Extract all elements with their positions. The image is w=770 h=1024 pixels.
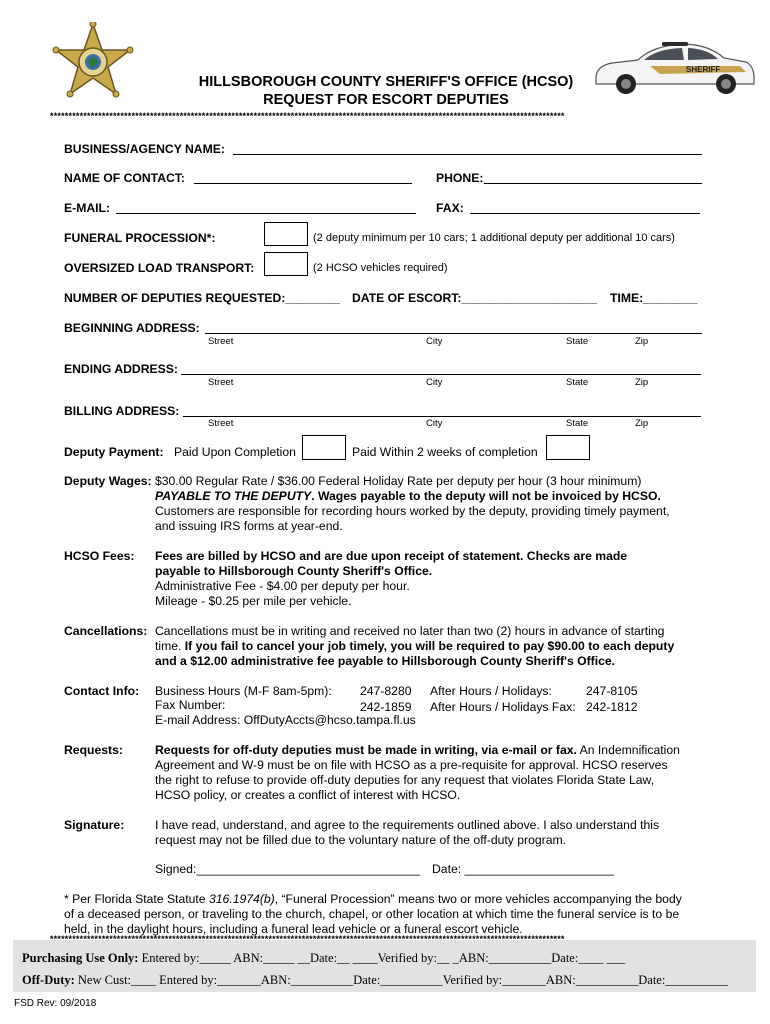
- ending-state-caption: State: [566, 377, 589, 388]
- payable-to-deputy-text: PAYABLE TO THE DEPUTY: [155, 489, 312, 503]
- requests-label: Requests:: [64, 743, 123, 757]
- cancellations-line3: and a $12.00 administrative fee payable to Hillsborough County Sheriff's Office.: [155, 654, 616, 668]
- form-title-line2: REQUEST FOR ESCORT DEPUTIES: [263, 92, 509, 108]
- contact-email-address: E-mail Address: OffDutyAccts@hcso.tampa.fl.us: [155, 713, 416, 727]
- hcso-fees-line2: payable to Hillsborough County Sheriff's Office.: [155, 564, 433, 578]
- signed-field[interactable]: Signed:_________________________________: [155, 862, 421, 876]
- form-title-line1: HILLSBOROUGH COUNTY SHERIFF'S OFFICE (HCSO): [198, 74, 574, 90]
- cancellations-time-text: time.: [155, 639, 185, 653]
- beginning-street-caption: Street: [208, 336, 234, 347]
- beginning-address-label: BEGINNING ADDRESS:: [64, 321, 200, 335]
- phone-label: PHONE:: [436, 171, 484, 185]
- business-hours-number: 247-8280: [360, 684, 412, 698]
- sheriff-car-image: [590, 38, 758, 100]
- number-of-deputies-field[interactable]: NUMBER OF DEPUTIES REQUESTED:________: [64, 291, 340, 305]
- footnote-line1: [64, 892, 682, 907]
- paid-within-two-weeks-checkbox[interactable]: [546, 435, 590, 460]
- deputy-wages-line4: and issuing IRS forms at year-end.: [155, 519, 343, 533]
- paid-upon-completion-checkbox[interactable]: [302, 435, 346, 460]
- fax-field[interactable]: [470, 213, 700, 214]
- billing-city-caption: City: [426, 418, 443, 429]
- paid-upon-completion-label: Paid Upon Completion: [174, 445, 296, 459]
- funeral-procession-note: (2 deputy minimum per 10 cars; 1 additional deputy per additional 10 cars): [313, 232, 675, 244]
- beginning-address-field[interactable]: [205, 333, 702, 334]
- billing-state-caption: State: [566, 418, 589, 429]
- phone-field[interactable]: [484, 183, 702, 184]
- hcso-fees-label: HCSO Fees:: [64, 549, 135, 563]
- billing-address-field[interactable]: [183, 416, 701, 417]
- requests-line2: Agreement and W-9 must be on file with HCSO as a pre-requisite for approval. HCSO reserves: [155, 758, 668, 772]
- oversized-load-label: OVERSIZED LOAD TRANSPORT:: [64, 261, 255, 275]
- deputy-wages-line2: [155, 489, 661, 504]
- ending-city-caption: City: [426, 377, 443, 388]
- time-field[interactable]: TIME:________: [610, 291, 698, 305]
- ending-street-caption: Street: [208, 377, 234, 388]
- footnote-line2: of a deceased person, or traveling to the church, chapel, or other location at which time the funeral service is to be: [64, 907, 680, 921]
- email-field[interactable]: [116, 213, 416, 214]
- indemnification-text: An Indemnification: [576, 743, 680, 757]
- footnote-definition-text: , “Funeral Procession” means two or more vehicles accompanying the body: [274, 892, 682, 906]
- after-hours-label: After Hours / Holidays:: [430, 684, 552, 698]
- beginning-zip-caption: Zip: [635, 336, 649, 347]
- deputy-wages-line1: $30.00 Regular Rate / $36.00 Federal Holiday Rate per deputy per hour (3 hour minimum): [155, 474, 642, 488]
- deputy-wages-label: Deputy Wages:: [64, 474, 152, 488]
- off-duty-label: Off-Duty:: [22, 973, 75, 987]
- wages-not-invoiced-text: . Wages payable to the deputy will not be invoiced by HCSO.: [311, 489, 661, 503]
- contact-info-label: Contact Info:: [64, 684, 140, 698]
- contact-name-field[interactable]: [194, 183, 412, 184]
- paid-within-two-weeks-label: Paid Within 2 weeks of completion: [352, 445, 538, 459]
- oversized-load-note: (2 HCSO vehicles required): [313, 262, 448, 274]
- signature-line1: I have read, understand, and agree to the requirements outlined above. I also understand this: [155, 818, 660, 832]
- form-revision: FSD Rev: 09/2018: [14, 998, 97, 1009]
- cancellations-line1: Cancellations must be in writing and received no later than two (2) hours in advance of starting: [155, 624, 665, 638]
- beginning-state-caption: State: [566, 336, 589, 347]
- cancellations-penalty-text: If you fail to cancel your job timely, you will be required to pay $90.00 to each deputy: [184, 639, 675, 653]
- funeral-procession-checkbox[interactable]: [264, 222, 308, 246]
- footnote-statute-number: 316.1974(b): [208, 892, 275, 906]
- date-of-escort-field[interactable]: DATE OF ESCORT:____________________: [352, 291, 598, 305]
- car-sheriff-text: SHERIFF: [686, 65, 721, 74]
- off-duty-fields[interactable]: New Cust:____ Entered by:_______ABN:__________Date:__________Verified by:_______ABN:__________Date:__________: [74, 973, 728, 987]
- deputy-payment-label: Deputy Payment:: [64, 445, 164, 459]
- business-name-field[interactable]: [233, 154, 702, 155]
- billing-address-label: BILLING ADDRESS:: [64, 404, 180, 418]
- off-duty-row: [22, 973, 728, 988]
- deputy-wages-line3: Customers are responsible for recording hours worked by the deputy, providing timely payment,: [155, 504, 670, 518]
- footnote-line3: held, in the daylight hours, including a funeral lead vehicle or a funeral escort vehicle.: [64, 922, 523, 936]
- requests-in-writing-text: Requests for off-duty deputies must be made in writing, via e-mail or fax.: [155, 743, 577, 757]
- fax-label: FAX:: [436, 201, 464, 215]
- cancellations-line2: [155, 639, 674, 654]
- requests-line1: [155, 743, 680, 758]
- requests-line4: HCSO policy, or creates a conflict of interest with HCSO.: [155, 788, 461, 802]
- cancellations-label: Cancellations:: [64, 624, 148, 638]
- ending-address-field[interactable]: [181, 374, 701, 375]
- signature-line2: request may not be filled due to the voluntary nature of the off-duty program.: [155, 833, 567, 847]
- signature-label: Signature:: [64, 818, 125, 832]
- purchasing-use-row: [22, 951, 625, 966]
- after-hours-number: 247-8105: [586, 684, 638, 698]
- business-name-label: BUSINESS/AGENCY NAME:: [64, 142, 225, 156]
- billing-street-caption: Street: [208, 418, 234, 429]
- hcso-fees-line4: Mileage - $0.25 per mile per vehicle.: [155, 594, 352, 608]
- funeral-procession-label: FUNERAL PROCESSION*:: [64, 231, 216, 245]
- oversized-load-checkbox[interactable]: [264, 252, 308, 276]
- star-divider-top: *******************************************************************************************************************************************: [50, 111, 565, 121]
- signature-date-field[interactable]: Date: ______________________: [432, 862, 614, 876]
- email-label: E-MAIL:: [64, 201, 111, 215]
- after-hours-fax-number: 242-1812: [586, 700, 638, 714]
- ending-zip-caption: Zip: [635, 377, 649, 388]
- business-hours-label: Business Hours (M-F 8am-5pm):: [155, 684, 332, 698]
- fax-number-value: 242-1859: [360, 700, 412, 714]
- hcso-fees-line1: Fees are billed by HCSO and are due upon receipt of statement. Checks are made: [155, 549, 628, 563]
- sheriff-star-badge: [52, 22, 134, 104]
- footnote-statute-prefix: * Per Florida State Statute: [64, 892, 209, 906]
- fax-number-label: Fax Number:: [155, 698, 226, 712]
- beginning-city-caption: City: [426, 336, 443, 347]
- purchasing-use-label: Purchasing Use Only:: [22, 951, 139, 965]
- contact-name-label: NAME OF CONTACT:: [64, 171, 185, 185]
- hcso-fees-line3: Administrative Fee - $4.00 per deputy per hour.: [155, 579, 410, 593]
- after-hours-fax-label: After Hours / Holidays Fax:: [430, 700, 576, 714]
- star-divider-bottom: *******************************************************************************************************************************************: [50, 934, 565, 944]
- purchasing-use-fields[interactable]: Entered by:_____ ABN:_____ __Date:__ ____Verified by:__ _ABN:__________Date:____ ___: [138, 951, 626, 965]
- ending-address-label: ENDING ADDRESS:: [64, 362, 178, 376]
- requests-line3: the right to refuse to provide off-duty deputies for any request that violates Florida State Law,: [155, 773, 655, 787]
- billing-zip-caption: Zip: [635, 418, 649, 429]
